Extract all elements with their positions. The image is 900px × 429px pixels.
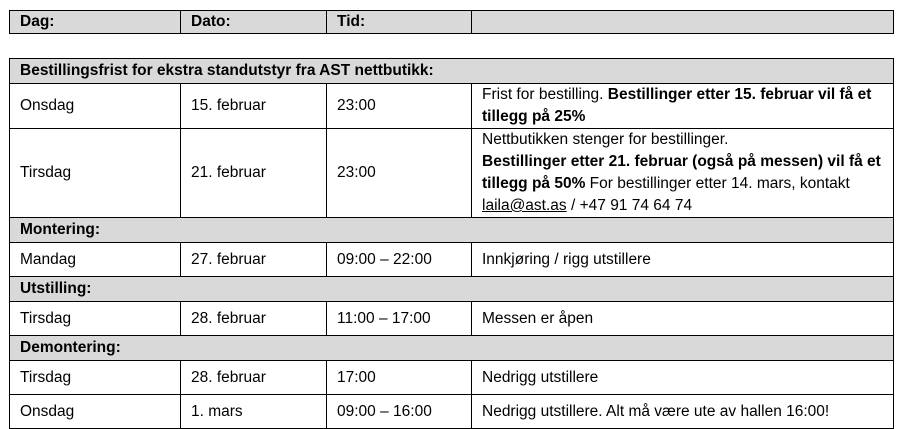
day-cell: Tirsdag bbox=[10, 302, 181, 336]
date-cell: 28. februar bbox=[181, 302, 327, 336]
time-cell: 09:00 – 16:00 bbox=[327, 395, 472, 429]
day-cell: Onsdag bbox=[10, 84, 181, 129]
desc-text: Frist for bestilling. bbox=[482, 86, 608, 103]
desc-cell bbox=[472, 84, 894, 129]
desc-bold: Bestillinger etter 21. februar (også på messen) vil få et tillegg på 50% bbox=[482, 153, 881, 192]
table-row bbox=[10, 84, 894, 129]
table-row bbox=[10, 361, 894, 395]
time-cell: 23:00 bbox=[327, 84, 472, 129]
section-bestilling bbox=[10, 59, 894, 84]
header-blank bbox=[472, 11, 894, 34]
section-title: Bestillingsfrist for ekstra standutstyr fra AST nettbutikk: bbox=[10, 59, 894, 84]
date-cell: 1. mars bbox=[181, 395, 327, 429]
day-cell: Mandag bbox=[10, 243, 181, 277]
desc-cell bbox=[472, 129, 894, 218]
section-title: Utstilling: bbox=[10, 277, 894, 302]
header-dag: Dag: bbox=[10, 11, 181, 34]
phone-text: / +47 91 74 64 74 bbox=[566, 197, 693, 214]
time-cell: 17:00 bbox=[327, 361, 472, 395]
schedule-table bbox=[9, 58, 894, 429]
desc-bold: Bestillinger etter 15. februar vil få et tillegg på 25% bbox=[482, 86, 872, 125]
section-demontering bbox=[10, 336, 894, 361]
table-row bbox=[10, 395, 894, 429]
date-cell: 15. februar bbox=[181, 84, 327, 129]
desc-text: Nettbutikken stenger for bestillinger. bbox=[482, 131, 729, 148]
table-row bbox=[10, 243, 894, 277]
header-table bbox=[9, 10, 894, 34]
time-cell: 23:00 bbox=[327, 129, 472, 218]
day-cell: Tirsdag bbox=[10, 361, 181, 395]
day-cell: Tirsdag bbox=[10, 129, 181, 218]
desc-text-2: For bestillinger etter 14. mars, kontakt bbox=[585, 175, 850, 192]
date-cell: 27. februar bbox=[181, 243, 327, 277]
section-title: Demontering: bbox=[10, 336, 894, 361]
date-cell: 21. februar bbox=[181, 129, 327, 218]
email-link[interactable]: laila@ast.as bbox=[482, 197, 567, 214]
day-cell: Onsdag bbox=[10, 395, 181, 429]
table-row bbox=[10, 129, 894, 218]
desc-cell: Messen er åpen bbox=[472, 302, 894, 336]
header-tid: Tid: bbox=[327, 11, 472, 34]
time-cell: 11:00 – 17:00 bbox=[327, 302, 472, 336]
desc-cell: Nedrigg utstillere bbox=[472, 361, 894, 395]
section-montering bbox=[10, 218, 894, 243]
desc-cell: Innkjøring / rigg utstillere bbox=[472, 243, 894, 277]
table-row bbox=[10, 302, 894, 336]
time-cell: 09:00 – 22:00 bbox=[327, 243, 472, 277]
header-dato: Dato: bbox=[181, 11, 327, 34]
date-cell: 28. februar bbox=[181, 361, 327, 395]
desc-cell: Nedrigg utstillere. Alt må være ute av hallen 16:00! bbox=[472, 395, 894, 429]
section-utstilling bbox=[10, 277, 894, 302]
header-row bbox=[10, 11, 894, 34]
section-title: Montering: bbox=[10, 218, 894, 243]
